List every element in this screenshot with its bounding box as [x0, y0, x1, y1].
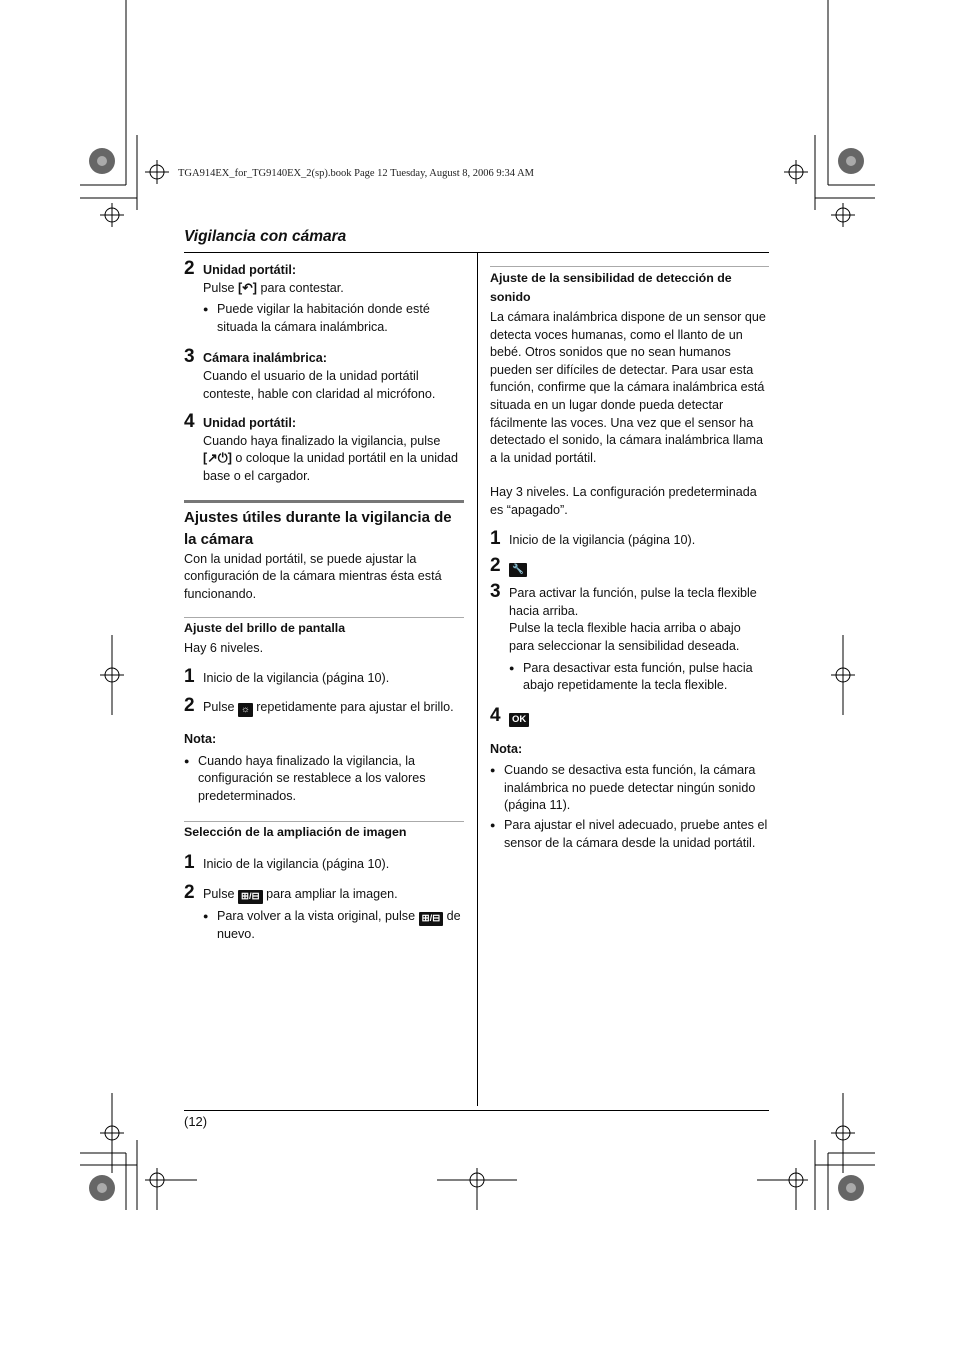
step-text: Pulse ⊞/⊟ para ampliar la imagen.: [203, 886, 398, 902]
zoom-step-2: [184, 881, 464, 944]
step-bullet: ● Puede vigilar la habitación donde esté situada la cámara inalámbrica.: [203, 301, 464, 336]
sensitivity-step-4: [490, 704, 769, 727]
column-divider: [477, 253, 478, 1106]
step-number: 3: [490, 581, 501, 603]
divider: [184, 617, 464, 618]
step-bullet: ● Para desactivar esta función, pulse hacia abajo repetidamente la tecla flexible.: [509, 660, 769, 695]
useful-settings-intro: Con la unidad portátil, se puede ajustar la configuración de la cámara mientras ésta está funcionando.: [184, 551, 442, 601]
step-heading: Cámara inalámbrica:: [203, 351, 327, 366]
wrench-key-icon: 🔧: [509, 563, 527, 577]
brightness-step-2: [184, 695, 464, 717]
step-text: Inicio de la vigilancia (página 10).: [509, 532, 696, 547]
left-column: [184, 258, 464, 943]
step-number: 2: [184, 881, 195, 903]
step-2-handset: [184, 258, 464, 336]
section-title: Vigilancia con cámara: [184, 228, 347, 245]
step-number: 1: [490, 527, 501, 549]
note-heading: Nota:: [184, 732, 217, 747]
step-text: Pulse ☼ repetidamente para ajustar el brillo.: [203, 700, 454, 716]
step-heading: Unidad portátil:: [203, 416, 297, 431]
zoom-heading: Selección de la ampliación de imagen: [184, 825, 407, 840]
note-bullet-1: ● Cuando se desactiva esta función, la cámara inalámbrica no puede detectar ningún sonido (página 11).: [490, 762, 769, 815]
brightness-step-1: [184, 665, 464, 688]
step-4-handset: [184, 411, 464, 485]
zoom-key-icon: ⊞/⊟: [419, 912, 444, 926]
print-header: TGA914EX_for_TG9140EX_2(sp).book Page 12 Tuesday, August 8, 2006 9:34 AM: [178, 168, 535, 179]
step-text: Inicio de la vigilancia (página 10).: [203, 857, 390, 872]
off-key-icon: [↗⏻]: [203, 451, 232, 466]
step-number: 2: [184, 695, 195, 717]
brightness-levels: Hay 6 niveles.: [184, 640, 264, 655]
divider: [184, 821, 464, 822]
sensitivity-heading: Ajuste de la sensibilidad de detección de sonido: [490, 271, 732, 304]
step-number: 3: [184, 346, 195, 368]
right-column: [490, 266, 769, 852]
step-text-2: Pulse la tecla flexible hacia arriba o abajo para seleccionar la sensibilidad deseada.: [509, 621, 741, 653]
zoom-step-1: [184, 852, 464, 874]
sensitivity-text: La cámara inalámbrica dispone de un sensor que detecta voces humanas, como el llanto de un bebé. Otros sonidos que no sean humanos pueden ser difíciles de detectar. Para usar esta función, confirme que la cámara inalámbrica está situada en un lugar donde pueda detectar fácilmente las voces. Una vez que el sensor ha detectado el sonido, la cámara inalámbrica llama a la unidad portátil.: [490, 310, 766, 465]
step-text: [509, 559, 769, 577]
talk-key-icon: [↶]: [238, 280, 257, 295]
page-number: (12): [184, 1114, 208, 1129]
step-number: 4: [490, 704, 501, 726]
bottom-rule: [184, 1110, 769, 1111]
step-heading: Unidad portátil:: [203, 263, 297, 277]
divider: [490, 266, 769, 267]
sensitivity-levels: Hay 3 niveles. La configuración predeterminada es “apagado”.: [490, 485, 757, 517]
step-text: Para activar la función, pulse la tecla flexible hacia arriba.: [509, 586, 757, 618]
step-text: [509, 709, 769, 727]
step-number: 4: [184, 411, 195, 433]
step-text: Cuando haya finalizado la vigilancia, pulse: [203, 433, 441, 448]
step-number: 1: [184, 665, 195, 687]
step-text: Inicio de la vigilancia (página 10).: [203, 670, 390, 685]
step-3-camera: [184, 346, 464, 403]
note-bullet-2: ● Para ajustar el nivel adecuado, pruebe antes el sensor de la cámara desde la unidad portátil.: [490, 817, 769, 852]
brightness-key-icon: ☼: [238, 703, 253, 717]
step-text: Pulse [↶] para contestar.: [203, 280, 344, 295]
sensitivity-step-1: [490, 527, 769, 550]
note-heading: Nota:: [490, 741, 523, 756]
section-divider: [184, 500, 464, 503]
step-bullet: ● Para volver a la vista original, pulse ⊞/⊟ de nuevo.: [203, 908, 464, 944]
sensitivity-step-2: [490, 555, 769, 577]
step-text-cont: [↗⏻] o coloque la unidad portátil en la unidad base o el cargador.: [203, 451, 459, 483]
step-number: 2: [184, 258, 195, 279]
brightness-heading: Ajuste del brillo de pantalla: [184, 621, 346, 636]
zoom-key-icon: ⊞/⊟: [238, 890, 263, 904]
sensitivity-step-3: [490, 581, 769, 695]
useful-settings-heading: Ajustes útiles durante la vigilancia de la cámara: [184, 508, 452, 548]
ok-key-icon: OK: [509, 713, 529, 727]
step-text: Cuando el usuario de la unidad portátil conteste, hable con claridad al micrófono.: [203, 368, 436, 401]
step-number: 1: [184, 852, 195, 874]
note-bullet: ● Cuando haya finalizado la vigilancia, la configuración se restablece a los valores predeterminados.: [184, 753, 464, 806]
step-number: 2: [490, 555, 501, 577]
